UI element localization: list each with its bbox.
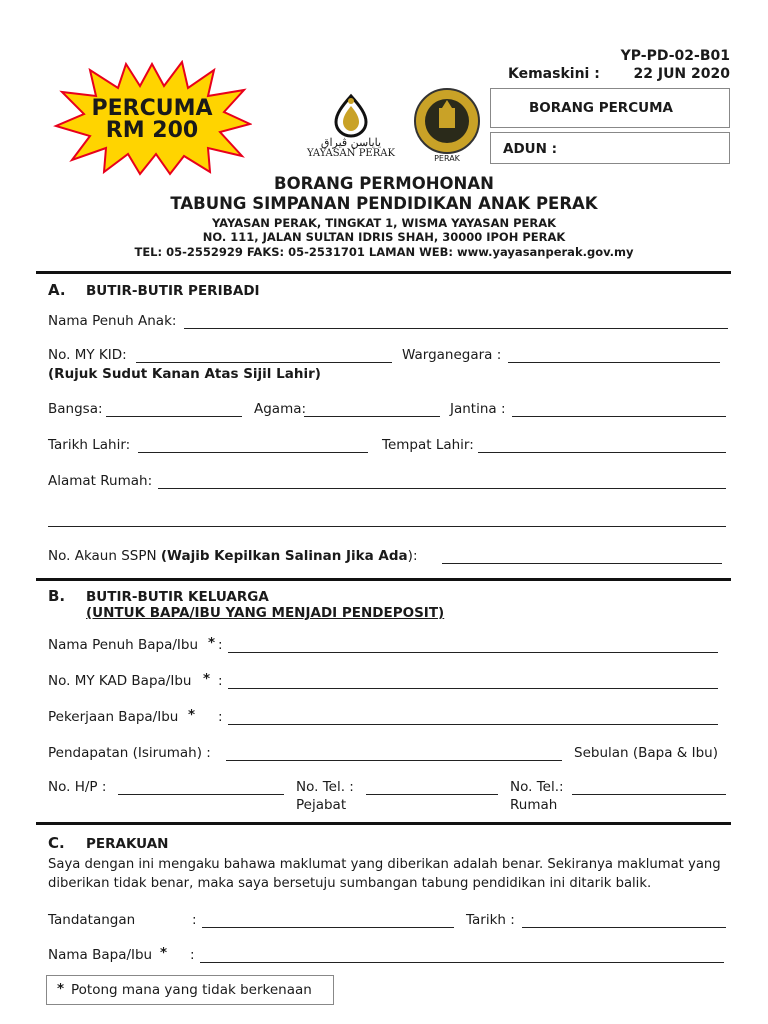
address-field-line-2[interactable] [48, 526, 726, 527]
birth-place-field[interactable] [478, 452, 726, 453]
income-field[interactable] [226, 760, 562, 761]
office-tel-caption: Pejabat [296, 797, 347, 813]
parent-name-label: Nama Penuh Bapa/Ibu [48, 637, 199, 653]
mykid-note: (Rujuk Sudut Kanan Atas Sijil Lahir) [48, 366, 321, 382]
contact-line: TEL: 05-2552929 FAKS: 05-2531701 LAMAN WEB: www.yayasanperak.gov.my [134, 245, 634, 259]
birth-place-label: Tempat Lahir: [382, 437, 474, 453]
declaration-line-2: diberikan tidak benar, maka saya bersetuju sumbangan tabung pendidikan ini ditarik balik. [48, 876, 652, 891]
parent-name-field[interactable] [228, 652, 718, 653]
race-field[interactable] [106, 416, 242, 417]
home-tel-label: No. Tel.: [510, 779, 564, 795]
form-title: BORANG PERMOHONAN [274, 174, 494, 193]
badge-line-2: RM 200 [105, 118, 199, 143]
address-line-1: YAYASAN PERAK, TINGKAT 1, WISMA YAYASAN PERAK [211, 216, 557, 230]
section-c-letter: C. [48, 834, 65, 852]
badge-line-1: PERCUMA [91, 96, 213, 121]
mobile-field[interactable] [118, 794, 284, 795]
occupation-field[interactable] [228, 724, 718, 725]
parent-mykad-field[interactable] [228, 688, 718, 689]
address-label: Alamat Rumah: [48, 473, 153, 489]
sspn-field[interactable] [442, 563, 722, 564]
section-a-divider [36, 271, 731, 274]
sspn-label-note: (Wajib Kepilkan Salinan Jika Ada [160, 548, 408, 564]
updated-date: 22 JUN 2020 [633, 66, 730, 82]
signature-colon: : [192, 912, 197, 928]
yayasan-perak-logo [296, 92, 406, 162]
section-c-title: PERAKUAN [86, 836, 169, 852]
parent-mykad-label: No. MY KAD Bapa/Ibu [48, 673, 192, 689]
footnote-text: Potong mana yang tidak berkenaan [71, 982, 312, 998]
gender-label: Jantina : [450, 401, 506, 417]
parent-name-star: * [208, 635, 216, 651]
sspn-label-end: ): [407, 548, 418, 564]
free-form-box [490, 88, 730, 128]
sspn-label-text: No. Akaun SSPN [48, 548, 161, 564]
parent-sign-name-colon: : [190, 947, 195, 963]
form-subtitle: TABUNG SIMPANAN PENDIDIKAN ANAK PERAK [170, 194, 598, 213]
declaration-line-1: Saya dengan ini mengaku bahawa maklumat yang diberikan adalah benar. Sekiranya maklumat yang [48, 857, 721, 872]
parent-sign-name-star: * [160, 945, 168, 961]
section-b-title: BUTIR-BUTIR KELUARGA [86, 589, 269, 605]
section-a-title: BUTIR-BUTIR PERIBADI [86, 283, 260, 299]
income-per-month: Sebulan (Bapa & Ibu) [574, 745, 718, 761]
document-code: YP-PD-02-B01 [620, 48, 730, 64]
updated-label: Kemaskini : [508, 66, 600, 82]
free-rm200-badge [52, 60, 252, 176]
section-b-divider [36, 578, 731, 581]
crest-label: PERAK [434, 154, 460, 163]
religion-field[interactable] [304, 416, 440, 417]
occupation-colon: : [218, 709, 223, 725]
income-label: Pendapatan (Isirumah) : [48, 745, 211, 761]
mykid-label: No. MY KID: [48, 347, 127, 363]
parent-sign-name-field[interactable] [200, 962, 724, 963]
footnote-box [46, 975, 334, 1005]
occupation-star: * [188, 707, 196, 723]
logo-arabic-text: ياياسن ڤيراق [320, 136, 382, 149]
mykid-field[interactable] [136, 362, 392, 363]
section-c-divider [36, 822, 731, 825]
parent-mykad-star: * [203, 671, 211, 687]
citizenship-field[interactable] [508, 362, 720, 363]
free-form-label: BORANG PERCUMA [529, 100, 673, 116]
parent-name-colon: : [218, 637, 223, 653]
crest-icon [412, 86, 482, 156]
signature-field[interactable] [202, 927, 454, 928]
office-tel-field[interactable] [366, 794, 498, 795]
section-b-letter: B. [48, 587, 66, 605]
section-a-letter: A. [48, 281, 66, 299]
birth-date-label: Tarikh Lahir: [48, 437, 131, 453]
mobile-label: No. H/P : [48, 779, 107, 795]
child-name-label: Nama Penuh Anak: [48, 313, 177, 329]
sspn-label [48, 548, 418, 564]
citizenship-label: Warganegara : [402, 347, 502, 363]
home-tel-field[interactable] [572, 794, 726, 795]
signature-label: Tandatangan [48, 912, 136, 928]
address-field-line-1[interactable] [158, 488, 726, 489]
religion-label: Agama: [254, 401, 307, 417]
home-tel-caption: Rumah [510, 797, 558, 813]
footnote-star: * [57, 981, 65, 997]
adun-box[interactable] [490, 132, 730, 164]
race-label: Bangsa: [48, 401, 103, 417]
parent-sign-name-label: Nama Bapa/Ibu [48, 947, 153, 963]
birth-date-field[interactable] [138, 452, 368, 453]
gender-field[interactable] [512, 416, 726, 417]
adun-label: ADUN : [503, 141, 558, 157]
parent-mykad-colon: : [218, 673, 223, 689]
section-b-subtitle: (UNTUK BAPA/IBU YANG MENJADI PENDEPOSIT) [86, 605, 445, 621]
flame-logo-icon [296, 92, 406, 138]
address-line-2: NO. 111, JALAN SULTAN IDRIS SHAH, 30000 IPOH PERAK [202, 230, 566, 244]
logo-yayasan-text: YAYASAN PERAK [307, 148, 395, 159]
date-field[interactable] [522, 927, 726, 928]
perak-crest [412, 86, 482, 164]
date-label: Tarikh : [466, 912, 515, 928]
child-name-field[interactable] [184, 328, 728, 329]
office-tel-label: No. Tel. : [296, 779, 354, 795]
occupation-label: Pekerjaan Bapa/Ibu [48, 709, 179, 725]
